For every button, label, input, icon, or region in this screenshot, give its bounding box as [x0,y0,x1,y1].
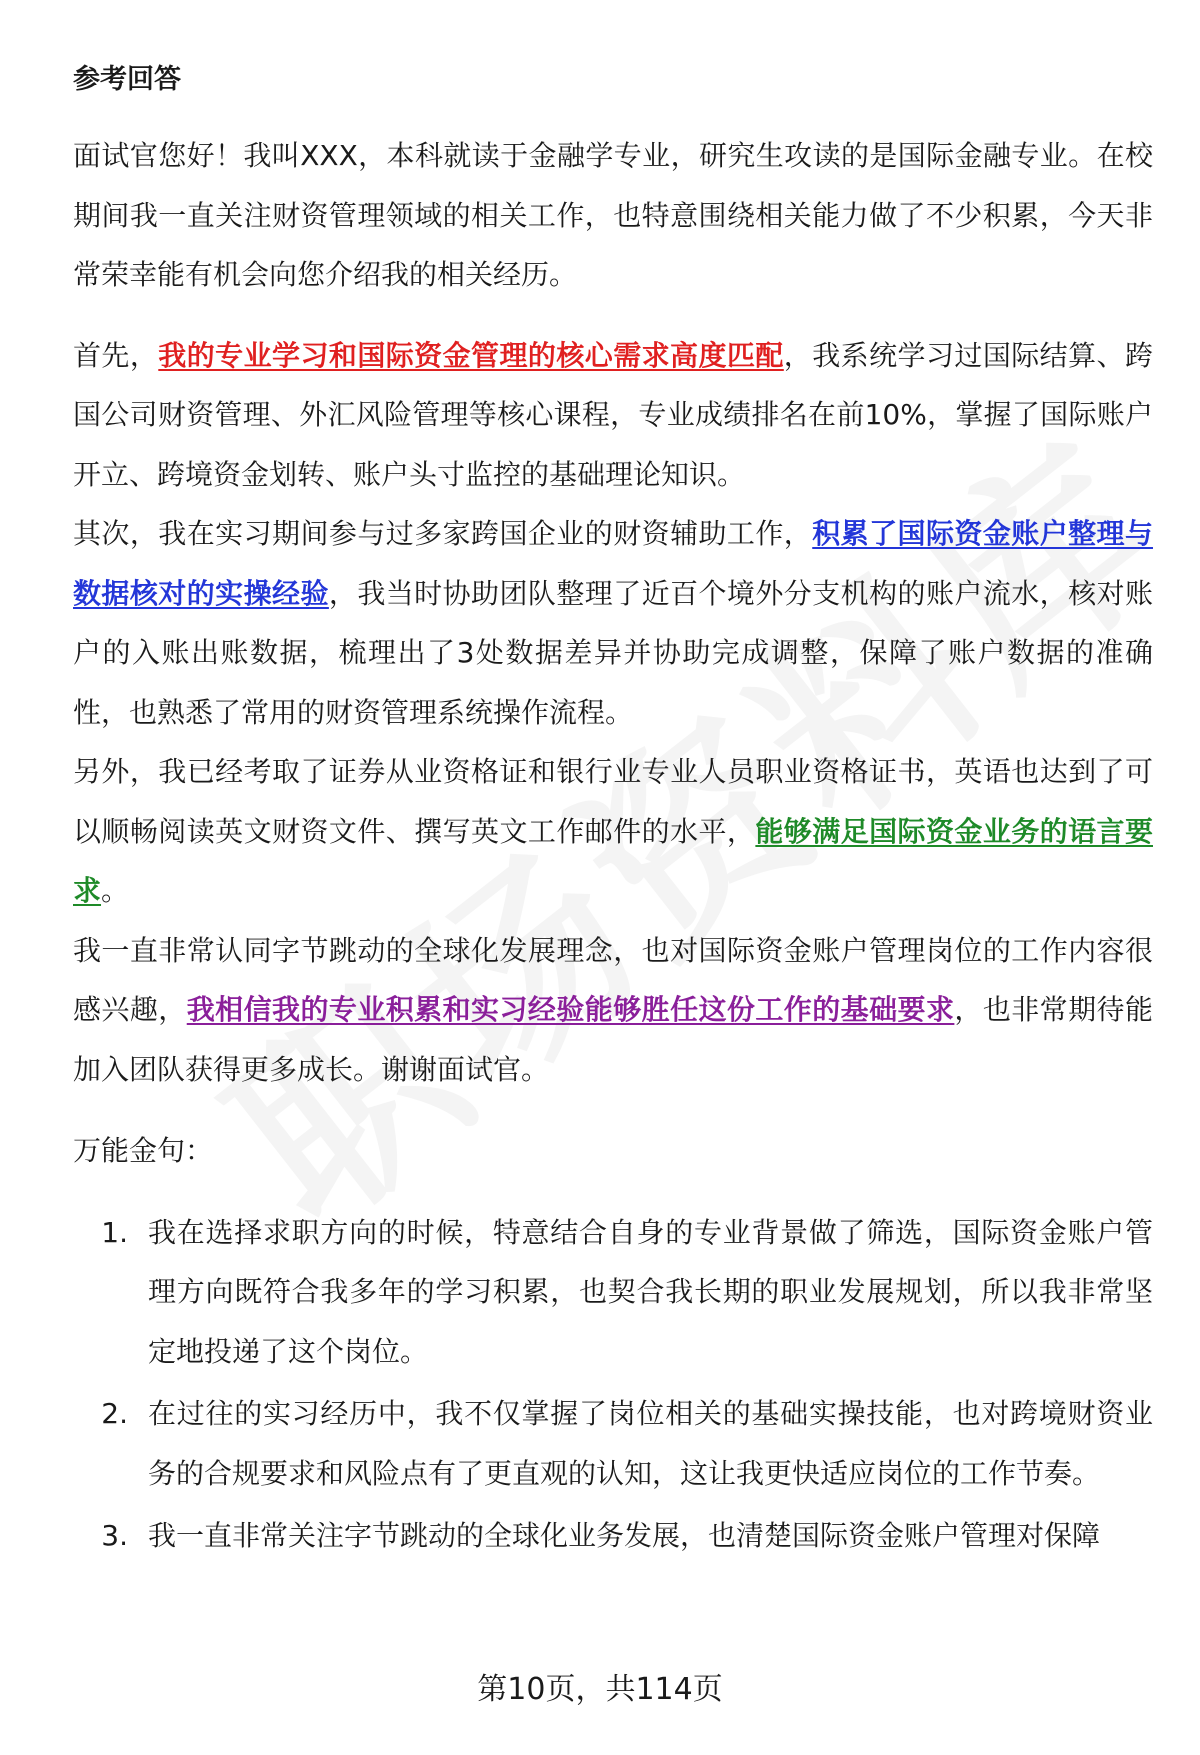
list-number: 2. [101,1397,128,1430]
paragraph-closing [73,921,1153,1100]
paragraph-text: ，我当时协助团队整理了近百个境外分支机构的账户流水，核对账户的入账出账数据，梳理出了3处数据差异并协助完成调整，保障了账户数据的准确性，也熟悉了常用的财资管理系统操作流程。 [73,576,1153,729]
paragraph-text: 另外，我已经考取了证券从业资格证和银行业专业人员职业资格证书，英语也达到了可以顺畅阅读英文财资文件、撰写英文工作邮件的水平， [73,755,1153,848]
spacer [73,305,1153,326]
golden-sentences-label: 万能金句： [73,1134,214,1167]
intro-paragraph: 面试官您好！我叫XXX，本科就读于金融学专业，研究生攻读的是国际金融专业。在校期间我一直关注财资管理领域的相关工作，也特意围绕相关能力做了不少积累，今天非常荣幸能有机会向您介绍我的相关经历。 [73,139,1153,291]
list-item [73,1384,1153,1503]
highlight-red: 我的专业学习和国际资金管理的核心需求高度匹配 [158,338,784,372]
highlight-purple: 我相信我的专业积累和实习经验能够胜任这份工作的基础要求 [186,993,955,1026]
paragraph-text: 首先， [73,338,159,372]
paragraph-text: 我一直非常认同字节跳动的全球化发展理念，也对国际资金账户管理岗位的工作内容很感兴趣， [73,933,1153,1026]
paragraph-internship [73,504,1153,742]
list-number: 1. [101,1215,128,1249]
spacer [73,1181,1153,1203]
spacer [73,108,1153,126]
section-heading: 参考回答 [73,64,181,95]
golden-sentences-list [73,1203,1153,1566]
paragraph-text: 其次，我在实习期间参与过多家跨国企业的财资辅助工作， [73,517,813,550]
list-text: 在过往的实习经历中，我不仅掌握了岗位相关的基础实操技能，也对跨境财资业务的合规要求和风险点有了更直观的认知，这让我更快适应岗位的工作节奏。 [148,1397,1153,1490]
list-number: 3. [101,1519,128,1552]
spacer [73,1099,1153,1121]
highlight-green: 能够满足国际资金业务的语言要求 [73,814,1153,907]
list-text: 我一直非常关注字节跳动的全球化业务发展，也清楚国际资金账户管理对保障 [148,1519,1101,1552]
list-item [73,1203,1153,1382]
paragraph-major-match [73,326,1153,505]
page-footer: 第10页，共114页 [477,1672,723,1707]
paragraph-text: ，也非常期待能加入团队获得更多成长。谢谢面试官。 [73,993,1153,1086]
content [73,52,1153,1569]
paragraph-certificates [73,742,1153,921]
highlight-blue: 积累了国际资金账户整理与数据核对的实操经验 [73,517,1153,610]
paragraph-text: 。 [101,874,130,907]
list-text: 我在选择求职方向的时候，特意结合自身的专业背景做了筛选，国际资金账户管理方向既符合我多年的学习积累，也契合我长期的职业发展规划，所以我非常坚定地投递了这个岗位。 [148,1215,1153,1368]
paragraph-text: ，我系统学习过国际结算、跨国公司财资管理、外汇风险管理等核心课程，专业成绩排名在前10%，掌握了国际账户开立、跨境资金划转、账户头寸监控的基础理论知识。 [73,338,1153,491]
list-item [73,1506,1153,1566]
